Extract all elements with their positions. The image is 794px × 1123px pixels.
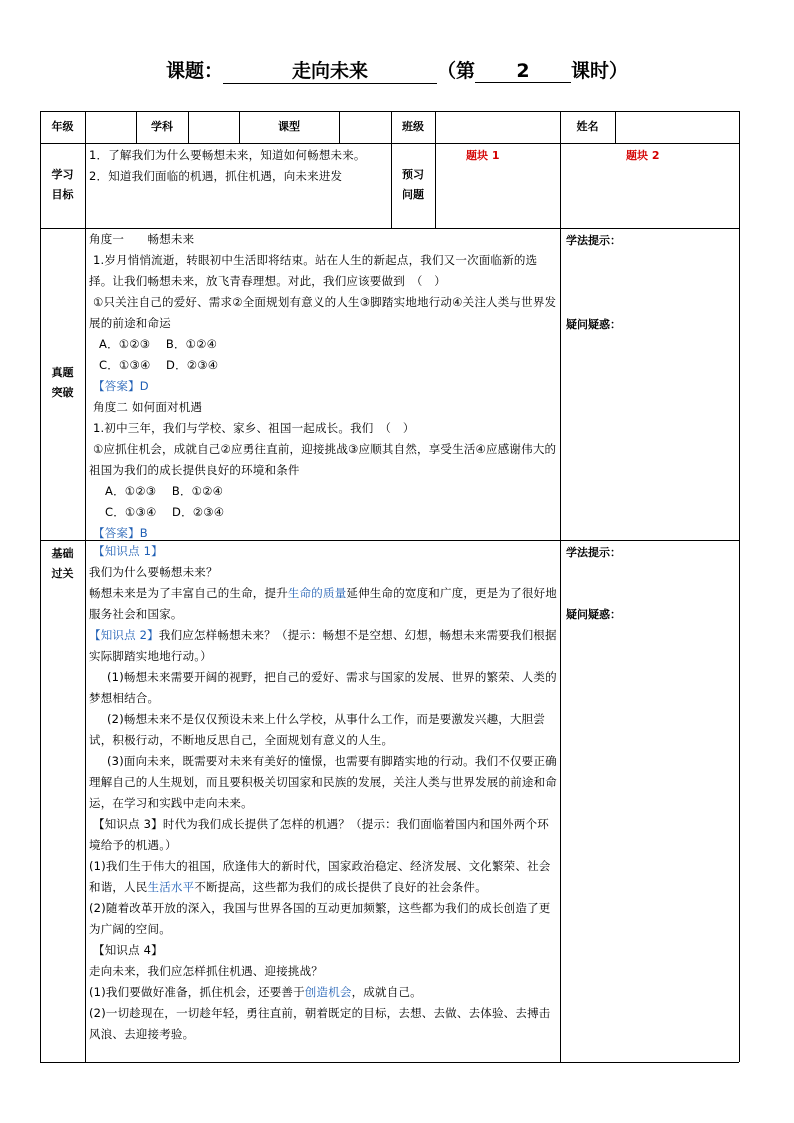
- goal-1: 1．了解我们为什么要畅想未来，知道如何畅想未来。: [89, 148, 366, 162]
- title-prefix: 课题：: [165, 60, 223, 82]
- angle-2-choices-ab: A．①②③ B．①②④: [105, 484, 224, 498]
- lesson-number: 2: [475, 60, 571, 83]
- lesson-open: （第: [436, 60, 475, 82]
- living-standard-link[interactable]: 生活水平: [147, 880, 195, 894]
- subject-label: 学科: [151, 120, 173, 133]
- angle-1-question: 1.岁月悄悄流逝，转眼初中生活即将结束。站在人生的新起点，我们又一次面临新的选择。让我们畅想未来，放飞青春理想。对此，我们应该要做到 （ ）: [89, 253, 538, 288]
- lesson-topic: 走向未来: [223, 56, 437, 84]
- knowledge-2-point-1: (1)畅想未来需要开阔的视野，把自己的爱好、需求与国家的发展、世界的繁荣、人类的梦想相结合。: [89, 670, 557, 705]
- lesson-type-label: 课型: [278, 120, 300, 133]
- knowledge-3-point-1: (1)我们生于伟大的祖国，欣逢伟大的新时代，国家政治稳定、经济发展、文化繁荣、社会和谐，人民生活水平不断提高，这些都为我们的成长提供了良好的社会条件。: [89, 859, 551, 894]
- knowledge-2-point-3: (3)面向未来，既需要对未来有美好的憧憬，也需要有脚踏实地的行动。我们不仅要正确理解自己的人生规划，而且要积极关切国家和民族的发展，关注人类与世界发展的前途和命运，在学习和实践中走向未来。: [89, 754, 557, 810]
- knowledge-2-point-2: (2)畅想未来不是仅仅预设未来上什么学校，从事什么工作，而是要激发兴趣，大胆尝试，积极行动，不断地反思自己，全面规划有意义的人生。: [89, 712, 546, 747]
- angle-1-title: 角度一 畅想未来: [89, 232, 195, 246]
- life-quality-link[interactable]: 生命的质量: [287, 586, 347, 600]
- exam-content: [89, 229, 557, 544]
- knowledge-3-point-2: (2)随着改革开放的深入，我国与世界各国的互动更加频繁，这些都为我们的成长创造了更为广阔的空间。: [89, 901, 551, 936]
- class-label: 班级: [402, 120, 424, 133]
- basics-label: 基础 过关: [51, 547, 74, 580]
- angle-1-choices-cd: C．①③④ D．②③④: [99, 358, 219, 372]
- goals-label: 学习 目标: [51, 168, 74, 201]
- basics-content: [89, 541, 557, 1045]
- angle-2-answer: 【答案】B: [93, 526, 148, 540]
- page-title: [0, 56, 794, 84]
- angle-1-answer: 【答案】D: [93, 379, 149, 393]
- knowledge-2: 【知识点 2】我们应怎样畅想未来？（提示：畅想不是空想、幻想，畅想未来需要我们根据实际脚踏实地地行动。）: [89, 628, 557, 663]
- exam-label: 真题 突破: [51, 366, 74, 399]
- angle-1-choices-ab: A．①②③ B．①②④: [99, 337, 218, 351]
- exam-doubts: 疑问疑惑：: [566, 318, 621, 331]
- goal-2: 2．知道我们面临的机遇，抓住机遇，向未来进发: [89, 169, 343, 183]
- angle-2-title: 角度二 如何面对机遇: [93, 400, 203, 414]
- question-block-2: 题块 2: [626, 149, 660, 162]
- learning-goals: [89, 145, 389, 187]
- knowledge-4-question: 走向未来，我们应怎样抓住机遇、迎接挑战？: [89, 964, 323, 978]
- angle-2-question: 1.初中三年，我们与学校、家乡、祖国一起成长。我们 （ ）: [93, 421, 415, 435]
- exam-study-tip: 学法提示：: [566, 234, 621, 247]
- angle-1-options: ①只关注自己的爱好、需求②全面规划有意义的人生③脚踏实地地行动④关注人类与世界发展的前途和命运: [89, 295, 557, 330]
- basics-doubts: 疑问疑惑：: [566, 608, 621, 621]
- knowledge-4-heading: 【知识点 4】: [93, 943, 163, 957]
- knowledge-1-question: 我们为什么要畅想未来？: [89, 565, 218, 579]
- basics-study-tip: 学法提示：: [566, 546, 621, 559]
- knowledge-3: 【知识点 3】时代为我们成长提供了怎样的机遇？（提示：我们面临着国内和国外两个环境给予的机遇。）: [89, 817, 549, 852]
- angle-2-options: ①应抓住机会，成就自己②应勇往直前，迎接挑战③应顺其自然，享受生活④应感谢伟大的祖国为我们的成长提供良好的环境和条件: [89, 442, 557, 477]
- knowledge-1-heading: 【知识点 1】: [93, 544, 163, 558]
- lesson-close: 课时）: [571, 60, 629, 82]
- create-opportunity-link[interactable]: 创造机会: [304, 985, 352, 999]
- knowledge-1-answer: 畅想未来是为了丰富自己的生命，提升生命的质量延伸生命的宽度和广度，更是为了很好地服务社会和国家。: [89, 586, 558, 621]
- grade-label: 年级: [51, 120, 74, 133]
- name-label: 姓名: [576, 120, 599, 133]
- preview-label: 预习 问题: [402, 168, 424, 201]
- knowledge-4-point-2: (2)一切趁现在，一切趁年轻，勇往直前，朝着既定的目标，去想、去做、去体验、去搏击风浪、去迎接考验。: [89, 1006, 551, 1041]
- angle-2-choices-cd: C．①③④ D．②③④: [105, 505, 225, 519]
- knowledge-4-point-1: (1)我们要做好准备，抓住机会，还要善于创造机会，成就自己。: [89, 985, 422, 999]
- question-block-1: 题块 1: [466, 149, 500, 162]
- knowledge-2-heading: 【知识点 2】: [89, 628, 159, 642]
